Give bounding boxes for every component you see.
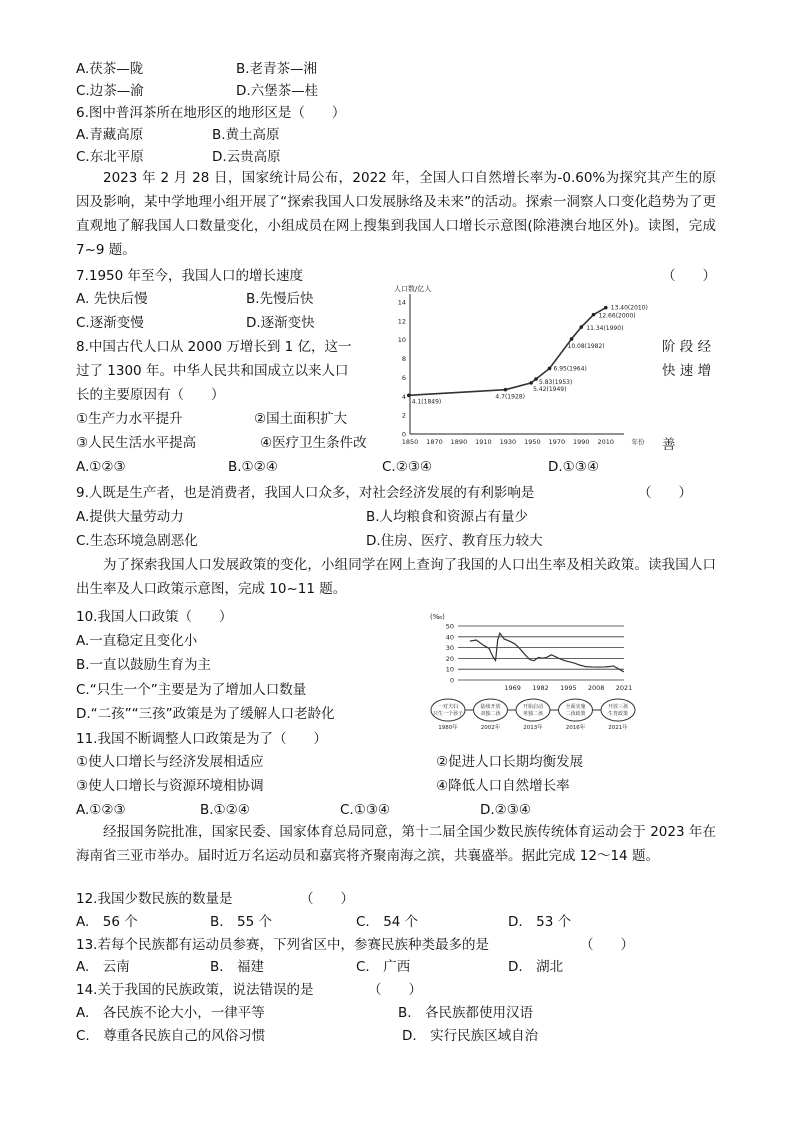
q7-option-b: B.先慢后快 (246, 291, 314, 307)
policy-text: 生育政策 (607, 711, 629, 717)
policy-year: 2013年 (523, 725, 543, 731)
q6-stem: 6.图中普洱茶所在地形区的地形区是（ ） (76, 105, 346, 121)
q8-line1: 8.中国古代人口从 2000 万增长到 1 亿，这一 (76, 339, 352, 355)
policy-text: 二孩政策 (565, 711, 586, 717)
q8-item-4-tail: 善 (662, 437, 676, 453)
q12-option-d: D. 53 个 (508, 914, 572, 930)
policy-text: 只生一个孩子 (432, 711, 464, 717)
policy-ellipse (474, 699, 508, 721)
policy-text: 开始启动 (522, 704, 544, 710)
q13-answer-paren: （ ） (580, 937, 634, 953)
birth-rate-chart-svg (428, 610, 638, 736)
q5-option-c: C.边茶—渝 (76, 83, 144, 99)
q9-stem: 9.人既是生产者，也是消费者，我国人口众多，对社会经济发展的有利影响是 (76, 485, 535, 501)
q8-line1-right: 阶 段 经 (662, 339, 712, 355)
q11-option-d: D.②③④ (480, 802, 531, 818)
policy-ellipse (559, 699, 593, 721)
q13-stem: 13.若每个民族都有运动员参赛，下列省区中，参赛民族种类最多的是 (76, 937, 489, 953)
policy-ellipse (431, 699, 465, 721)
q11-stem: 11.我国不断调整人口政策是为了（ ） (76, 731, 327, 747)
x-tick-label: 1950 (524, 438, 541, 446)
data-label: 13.40(2010) (610, 304, 648, 312)
passage-policy: 为了探索我国人口发展政策的变化，小组同学在网上查询了我国的人口出生率及相关政策。读我国人口出生率及人口政策示意图，完成 10~11 题。 (76, 557, 716, 597)
policy-year: 2002年 (480, 725, 501, 731)
q7-option-a: A. 先快后慢 (76, 291, 148, 307)
x-tick-label: 1982 (532, 684, 549, 692)
q14-option-a: A. 各民族不论大小，一律平等 (76, 1005, 265, 1021)
population-point (529, 381, 533, 385)
population-point (504, 388, 508, 392)
x-tick-label: 2021 (615, 684, 633, 692)
x-tick-label: 2008 (587, 684, 605, 692)
q12-stem: 12.我国少数民族的数量是 (76, 891, 233, 907)
q14-stem: 14.关于我国的民族政策，说法错误的是 (76, 982, 314, 998)
x-tick-label: 1850 (401, 438, 419, 446)
q10-option-c: C.“只生一个”主要是为了增加人口数量 (76, 682, 307, 698)
data-label: 11.34(1990) (586, 325, 624, 333)
y-tick-label: 2 (401, 411, 406, 420)
q5-option-b: B.老青茶—湘 (236, 61, 318, 77)
q10-option-b: B.一直以鼓励生育为主 (76, 657, 212, 673)
passage-population: 2023 年 2 月 28 日，国家统计局公布，2022 年，全国人口自然增长率为-0.60%为探究其产生的原因及影响，某中学地理小组开展了“探索我国人口发展脉络及未来”的活动。探索一洞察人口变化趋势为了更直观地了解我国人口数量变化，小组成员在网上搜集到我国人口增长示意图(除港澳台地区外)。读图，完成 7~9 题。 (76, 170, 716, 258)
x-tick-label: 1910 (475, 438, 492, 446)
y-tick-label: 12 (397, 317, 406, 326)
y-tick-label: 6 (401, 373, 406, 382)
q8-item-4: ④医疗卫生条件改 (260, 435, 367, 451)
y-tick-label: 4 (401, 392, 406, 401)
q8-item-3: ③人民生活水平提高 (76, 435, 197, 451)
policy-text: 全面实施 (565, 704, 586, 710)
q12-option-b: B. 55 个 (210, 914, 273, 930)
y-tick-label: 20 (445, 654, 454, 663)
q8-line2-right: 快 速 增 (662, 363, 712, 379)
policy-year: 2021年 (608, 725, 628, 731)
unit-label: (‰) (430, 613, 445, 621)
q11-option-a: A.①②③ (76, 802, 126, 818)
data-label: 5.42(1949) (533, 385, 567, 393)
q9-answer-paren: （ ） (638, 485, 692, 501)
population-chart-svg (392, 284, 662, 454)
y-tick-label: 0 (449, 676, 454, 685)
x-tick-label: 1870 (426, 438, 443, 446)
data-label: 4.1(1849) (411, 398, 442, 406)
q12-option-c: C. 54 个 (356, 914, 419, 930)
q9-option-b: B.人均粮食和资源占有量少 (366, 509, 529, 525)
q5-option-a: A.茯茶—陇 (76, 61, 144, 77)
x-tick-label: 2010 (597, 438, 615, 446)
policy-ellipse (601, 699, 635, 721)
q11-option-c: C.①③④ (340, 802, 391, 818)
birth-rate-policy-chart (428, 610, 638, 736)
x-axis-label: 年份 (631, 438, 645, 446)
population-point (570, 337, 574, 341)
q13-option-a: A. 云南 (76, 959, 130, 975)
y-tick-label: 50 (445, 622, 454, 631)
population-point (407, 394, 411, 398)
x-tick-label: 1970 (548, 438, 566, 446)
q9-option-d: D.住房、医疗、教育压力较大 (366, 533, 543, 549)
y-tick-label: 40 (445, 633, 454, 642)
y-tick-label: 0 (401, 430, 406, 439)
q13-option-c: C. 广西 (356, 959, 411, 975)
data-label: 4.7(1928) (495, 393, 525, 401)
passage-ethnic-games: 经报国务院批准，国家民委、国家体育总局同意，第十二届全国少数民族传统体育运动会于 2023 年在海南省三亚市举办。届时近万名运动员和嘉宾将齐聚南海之滨，共襄盛举。据此完成 12～14 题。 (76, 824, 716, 864)
x-tick-label: 1890 (450, 438, 468, 446)
birth-rate-line (470, 633, 624, 672)
q12-answer-paren: （ ） (300, 891, 354, 907)
y-tick-label: 14 (397, 298, 406, 307)
x-tick-label: 1995 (560, 684, 577, 692)
q11-option-b: B.①②④ (200, 802, 250, 818)
q8-item-1: ①生产力水平提升 (76, 411, 183, 427)
policy-text: 陆续开放 (480, 704, 501, 710)
x-tick-label: 1969 (504, 684, 521, 692)
data-label: 6.95(1964) (553, 365, 587, 373)
q10-option-a: A.一直稳定且变化小 (76, 633, 198, 649)
q11-item-2: ②促进人口长期均衡发展 (436, 754, 584, 770)
q13-option-b: B. 福建 (210, 959, 265, 975)
q7-answer-paren: （ ） (662, 268, 716, 284)
population-point (534, 377, 538, 381)
policy-ellipse (516, 699, 550, 721)
population-point (579, 325, 583, 329)
policy-text: 开放三孩 (607, 704, 629, 710)
population-growth-chart (392, 284, 662, 454)
q6-option-b: B.黄土高原 (212, 127, 280, 143)
q13-option-d: D. 湖北 (508, 959, 564, 975)
q10-stem: 10.我国人口政策（ ） (76, 609, 233, 625)
q11-item-1: ①使人口增长与经济发展相适应 (76, 754, 264, 770)
policy-text: 一对夫妇 (437, 704, 459, 710)
y-tick-label: 10 (445, 665, 454, 674)
y-tick-label: 30 (445, 644, 454, 653)
policy-year: 2016年 (565, 725, 586, 731)
q9-option-a: A.提供大量劳动力 (76, 509, 184, 525)
q9-option-c: C.生态环境急剧恶化 (76, 533, 198, 549)
q8-line3: 长的主要原因有（ ） (76, 387, 225, 403)
q8-option-c: C.②③④ (382, 459, 433, 475)
policy-text: 单独二孩 (522, 711, 544, 717)
q10-option-d: D.“二孩”“三孩”政策是为了缓解人口老龄化 (76, 706, 335, 722)
q14-option-c: C. 尊重各民族自己的风俗习惯 (76, 1028, 266, 1044)
policy-text: 双独二孩 (480, 711, 501, 717)
y-tick-label: 10 (397, 336, 406, 345)
q7-option-d: D.逐渐变快 (246, 315, 315, 331)
q14-option-b: B. 各民族都使用汉语 (398, 1005, 534, 1021)
q8-option-b: B.①②④ (228, 459, 278, 475)
q8-line2: 过了 1300 年。中华人民共和国成立以来人口 (76, 363, 349, 379)
x-tick-label: 1930 (499, 438, 517, 446)
policy-year: 1980年 (438, 725, 458, 731)
y-axis-label: 人口数/亿人 (394, 285, 432, 293)
data-label: 12.66(2000) (598, 312, 636, 320)
population-point (604, 306, 608, 310)
q11-item-4: ④降低人口自然增长率 (436, 778, 570, 794)
q14-option-d: D. 实行民族区域自治 (402, 1028, 539, 1044)
population-series-line (409, 308, 606, 396)
population-point (592, 313, 596, 317)
q7-stem: 7.1950 年至今，我国人口的增长速度 (76, 268, 304, 284)
q8-option-a: A.①②③ (76, 459, 126, 475)
q11-item-3: ③使人口增长与资源环境相协调 (76, 778, 264, 794)
q8-item-2: ②国土面积扩大 (254, 411, 348, 427)
q14-answer-paren: （ ） (368, 982, 422, 998)
q6-option-a: A.青藏高原 (76, 127, 144, 143)
q7-option-c: C.逐渐变慢 (76, 315, 144, 331)
data-label: 5.83(1953) (539, 379, 573, 387)
q8-option-d: D.①③④ (548, 459, 599, 475)
data-label: 10.08(1982) (567, 342, 605, 350)
x-tick-label: 1990 (573, 438, 590, 446)
q6-option-d: D.云贵高原 (212, 149, 281, 165)
q12-option-a: A. 56 个 (76, 914, 138, 930)
q6-option-c: C.东北平原 (76, 149, 144, 165)
y-tick-label: 8 (401, 355, 406, 364)
q5-option-d: D.六堡茶—桂 (236, 83, 319, 99)
population-point (548, 367, 552, 371)
